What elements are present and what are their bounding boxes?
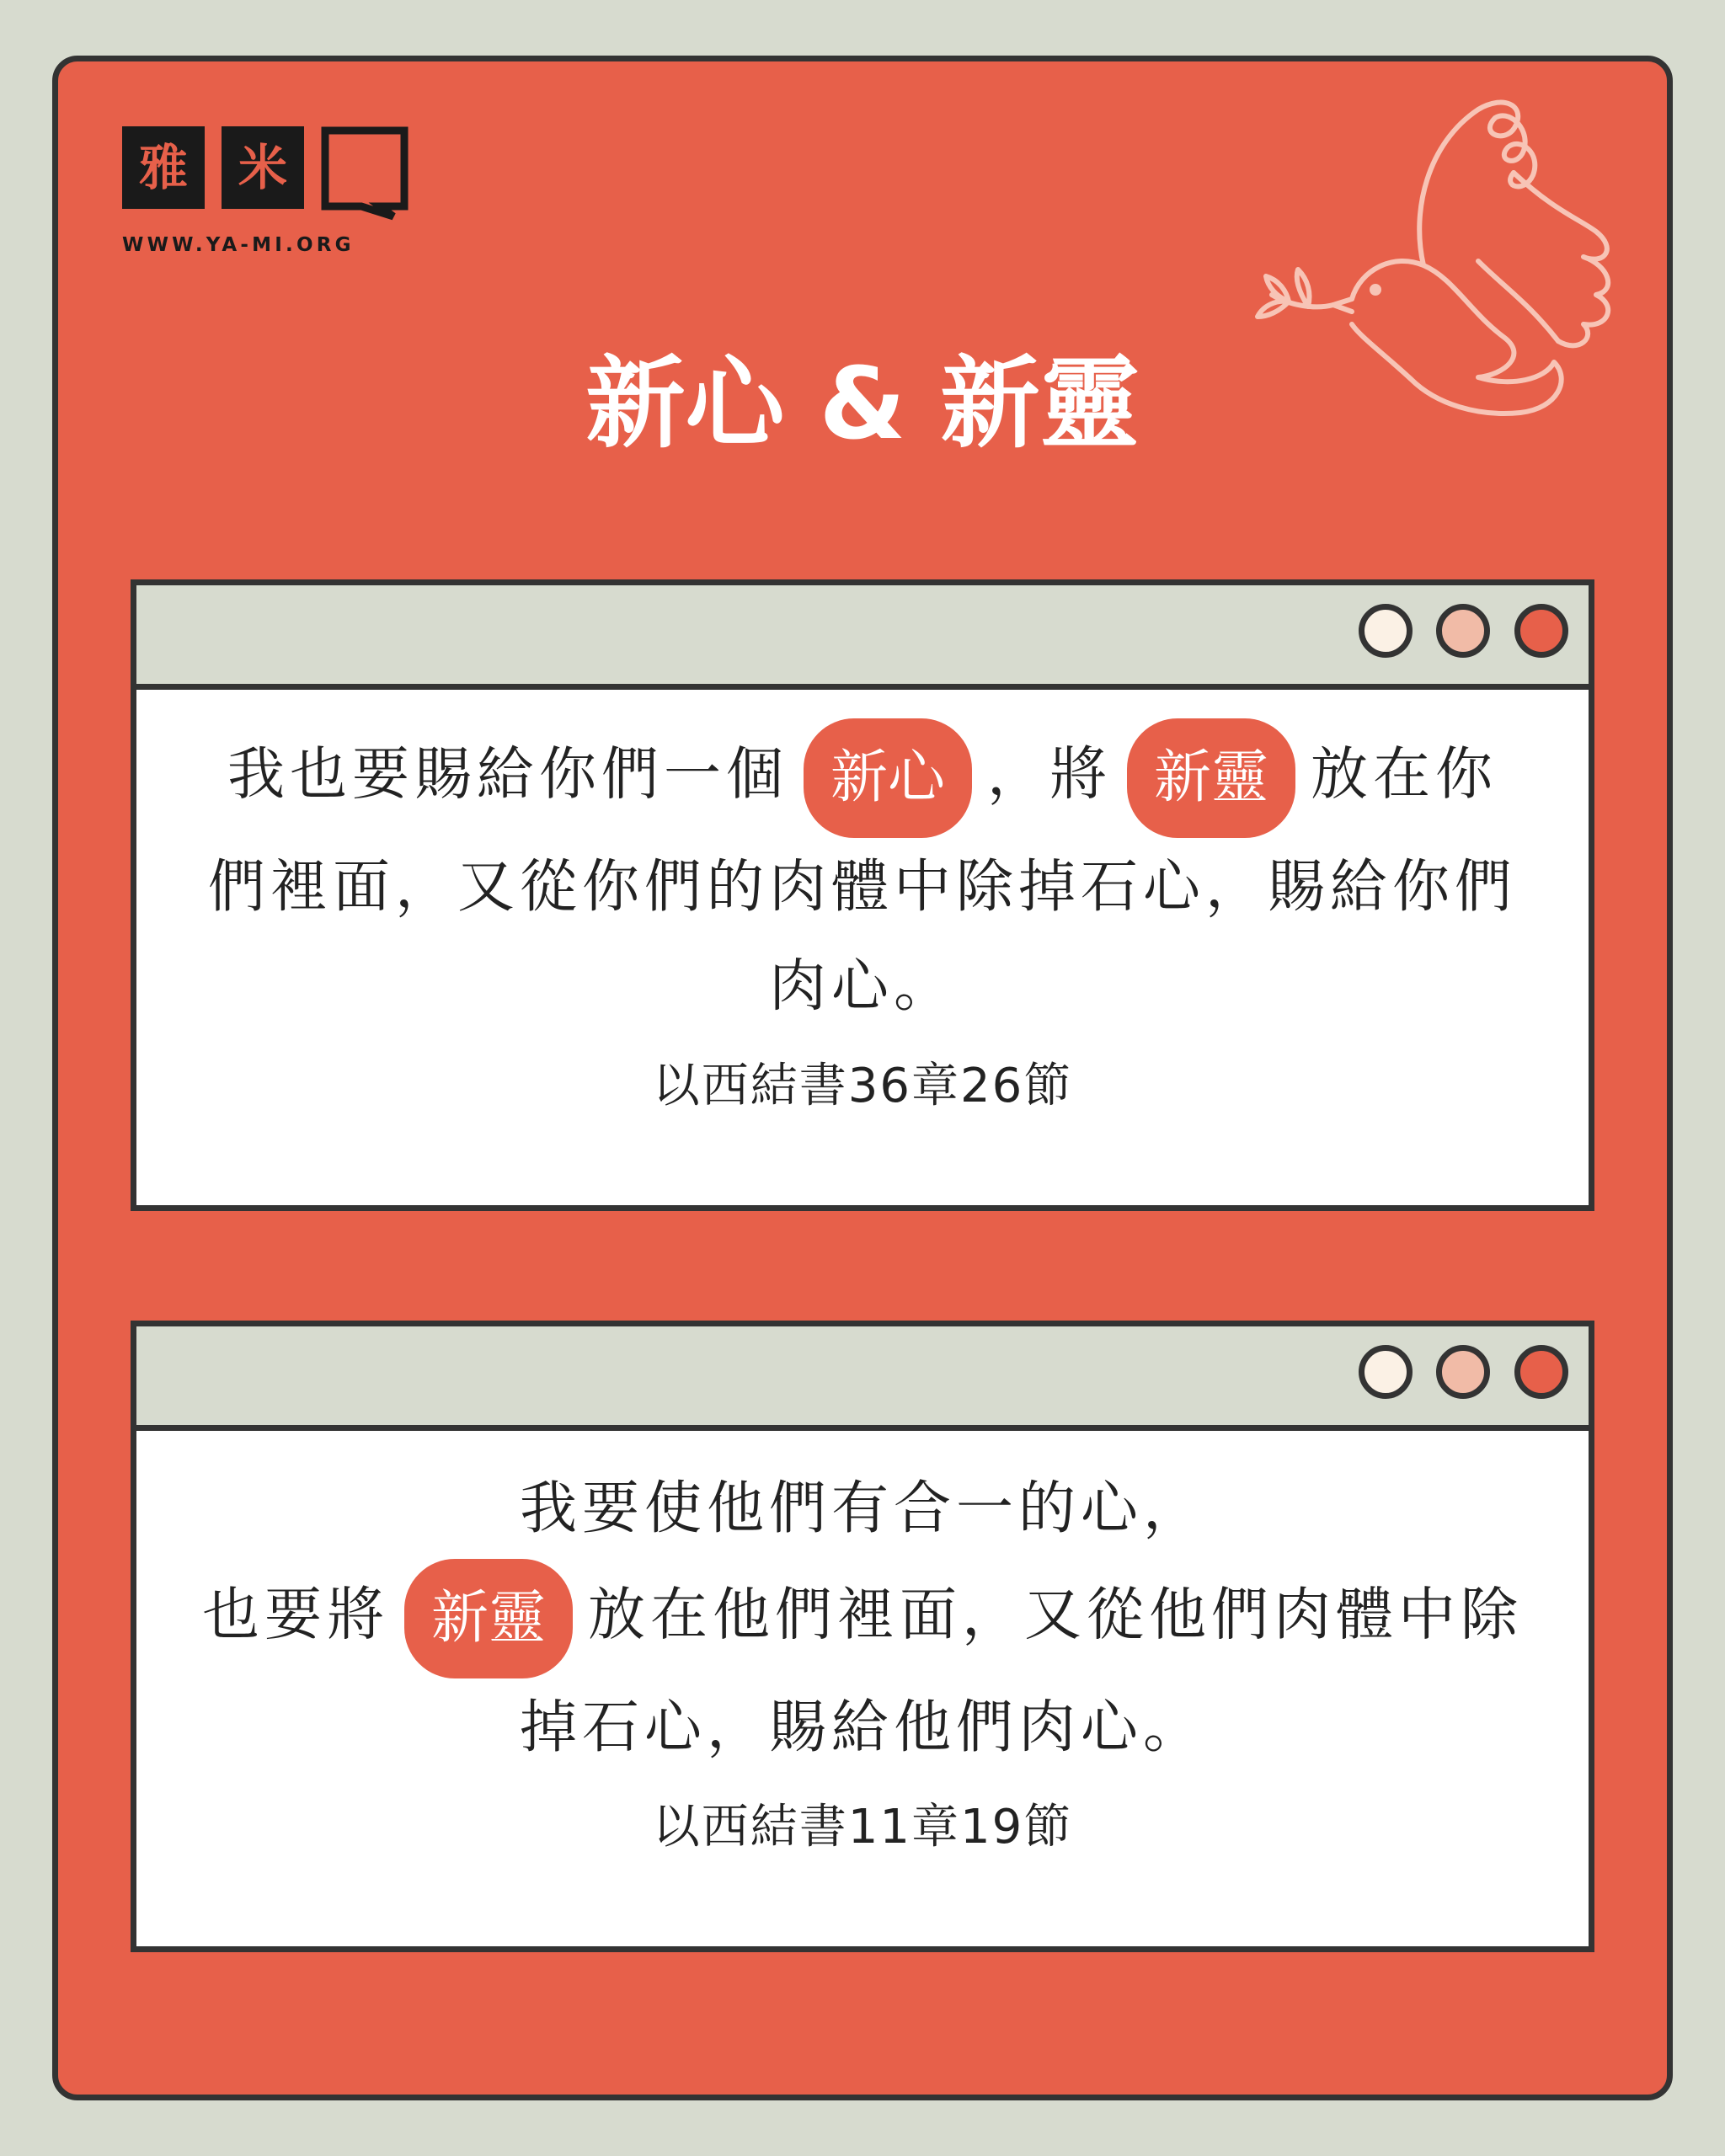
verse-part: 放在你們裡面，又從你們的肉體中除掉石心，賜給你們肉心。 — [207, 741, 1517, 1020]
highlight-badge: 新靈 — [404, 1559, 573, 1678]
window-dot-red[interactable] — [1514, 1345, 1568, 1399]
verse-part: ，將 — [986, 741, 1112, 808]
verse-part: 也要將 — [201, 1582, 389, 1649]
logo-char-1: 雅 — [122, 126, 205, 209]
window-title-bar — [136, 585, 1589, 690]
verse-window-2 — [131, 1321, 1594, 1952]
verse-body — [136, 1431, 1589, 1857]
window-dot-cream[interactable] — [1359, 1345, 1413, 1399]
highlight-badge: 新心 — [804, 718, 972, 838]
verse-text — [136, 1431, 1589, 1778]
verse-window-1 — [131, 579, 1594, 1211]
window-dot-cream[interactable] — [1359, 604, 1413, 658]
verse-text — [136, 690, 1589, 1037]
highlight-badge: 新靈 — [1127, 718, 1295, 838]
verse-reference: 以西結書11章19節 — [652, 1800, 1073, 1854]
window-dot-red[interactable] — [1514, 604, 1568, 658]
window-title-bar — [136, 1326, 1589, 1431]
window-dot-peach[interactable] — [1436, 1345, 1490, 1399]
verse-part: 放在他們裡面，又從他們肉體中除掉石心，賜給他們肉心。 — [519, 1582, 1524, 1761]
window-dot-peach[interactable] — [1436, 604, 1490, 658]
page-title: 新心 & 新靈 — [585, 345, 1140, 462]
verse-body — [136, 690, 1589, 1116]
logo-char-2: 米 — [222, 126, 304, 209]
verse-part: 我也要賜給你們一個 — [227, 741, 788, 808]
verse-reference: 以西結書36章26節 — [652, 1059, 1073, 1113]
speech-bubble-icon — [321, 126, 409, 221]
logo-url: WWW.YA-MI.ORG — [122, 234, 355, 256]
verse-part: 我要使他們有合一的心， — [519, 1476, 1205, 1542]
